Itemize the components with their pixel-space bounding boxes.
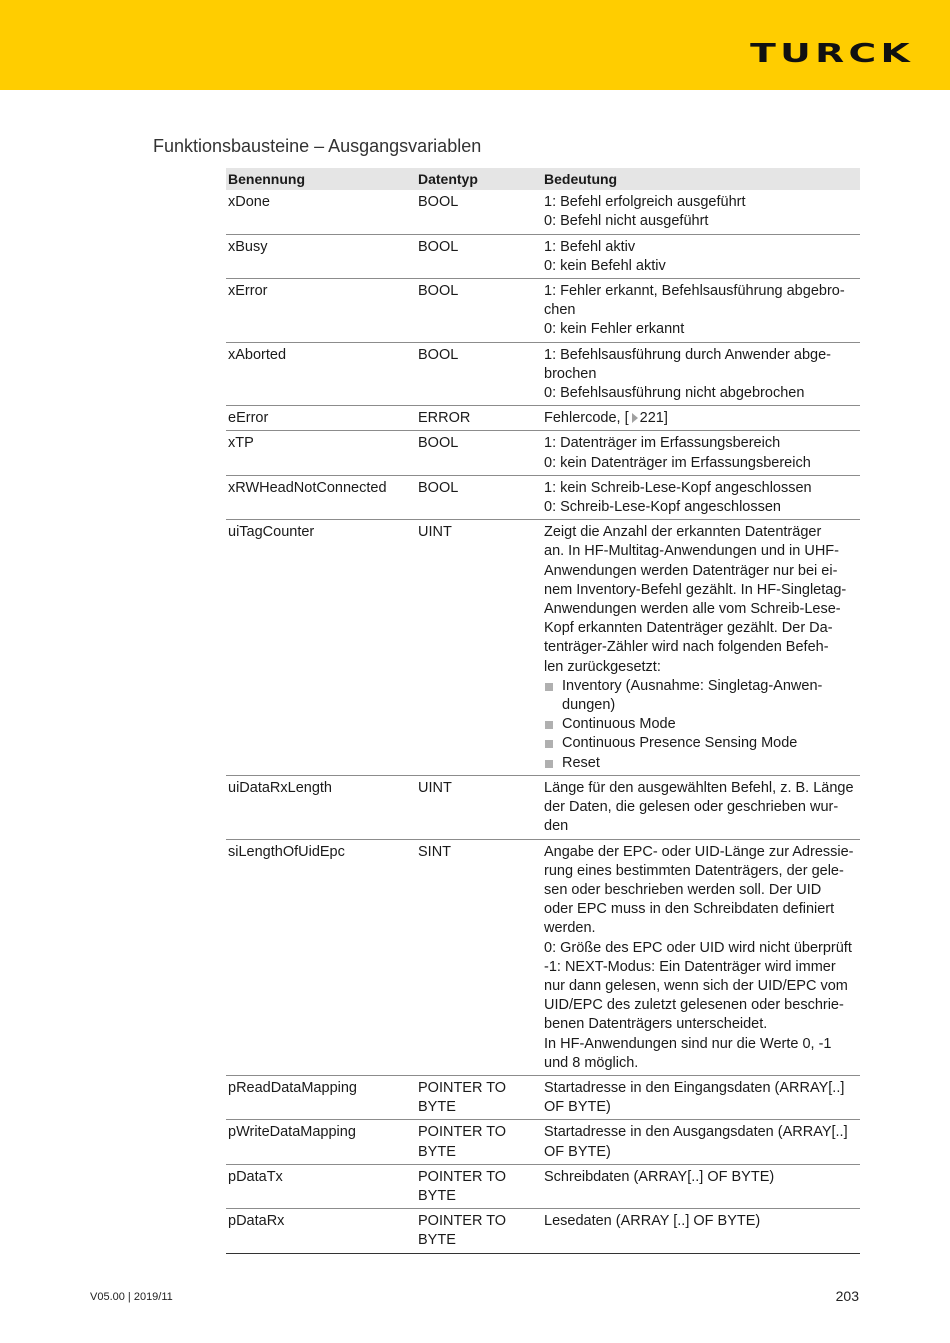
column-header-meaning: Bedeutung bbox=[542, 168, 860, 190]
output-variables-table bbox=[226, 168, 860, 1254]
table-row bbox=[226, 1164, 860, 1208]
meaning-line: an. In HF-Multitag-Anwendungen und in UHF- bbox=[544, 543, 839, 560]
table-row bbox=[226, 839, 860, 1075]
variable-name: xRWHeadNotConnected bbox=[226, 475, 416, 519]
meaning bbox=[542, 475, 860, 519]
meaning bbox=[542, 1075, 860, 1119]
meaning bbox=[542, 342, 860, 406]
variable-name: siLengthOfUidEpc bbox=[226, 839, 416, 1075]
table-row bbox=[226, 190, 860, 234]
column-header-name: Benennung bbox=[226, 168, 416, 190]
bullet-line: dungen) bbox=[562, 697, 616, 714]
meaning-line: und 8 möglich. bbox=[544, 1054, 639, 1071]
meaning-line: nem Inventory-Befehl gezählt. In HF-Singletag- bbox=[544, 581, 847, 598]
meaning-line: 0: Befehlsausführung nicht abgebrochen bbox=[544, 385, 805, 402]
table-row bbox=[226, 431, 860, 475]
meaning-line: sen oder beschrieben werden soll. Der UID bbox=[544, 881, 822, 898]
table-row bbox=[226, 1209, 860, 1253]
bullet-item bbox=[544, 734, 858, 753]
bullet-item bbox=[544, 754, 858, 773]
version-info: V05.00 | 2019/11 bbox=[90, 1291, 173, 1303]
data-type: BOOL bbox=[416, 190, 542, 234]
meaning-line: chen bbox=[544, 302, 576, 319]
data-type: BOOL bbox=[416, 279, 542, 343]
meaning bbox=[542, 234, 860, 278]
meaning-text: Fehlercode, [ bbox=[544, 410, 629, 427]
bullet-line: Inventory (Ausnahme: Singletag-Anwen- bbox=[562, 677, 823, 694]
header-band bbox=[0, 0, 950, 90]
data-type: POINTER TO BYTE bbox=[416, 1164, 542, 1208]
bullet-line: Continuous Presence Sensing Mode bbox=[562, 735, 798, 752]
meaning-line: 1: kein Schreib-Lese-Kopf angeschlossen bbox=[544, 479, 812, 496]
table-row bbox=[226, 475, 860, 519]
meaning-line: 0: Schreib-Lese-Kopf angeschlossen bbox=[544, 499, 781, 516]
meaning-line: OF BYTE) bbox=[544, 1099, 611, 1116]
meaning-line: 0: kein Datenträger im Erfassungsbereich bbox=[544, 454, 811, 471]
square-bullet-icon bbox=[544, 677, 562, 715]
meaning bbox=[542, 1120, 860, 1164]
meaning-line: benen Datenträgers unterscheidet. bbox=[544, 1016, 768, 1033]
square-bullet-icon bbox=[544, 754, 562, 773]
data-type: ERROR bbox=[416, 406, 542, 431]
data-type: BOOL bbox=[416, 342, 542, 406]
meaning-line: Anwendungen werden alle vom Schreib-Lese- bbox=[544, 601, 841, 618]
table-header-row bbox=[226, 168, 860, 190]
bullet-text bbox=[562, 715, 676, 734]
meaning-line: tenträger-Zähler wird nach folgenden Befeh- bbox=[544, 639, 829, 656]
meaning-line: -1: NEXT-Modus: Ein Datenträger wird immer bbox=[544, 958, 836, 975]
page-number: 203 bbox=[835, 1288, 859, 1304]
meaning bbox=[542, 279, 860, 343]
meaning-line: der Daten, die gelesen oder geschrieben wur- bbox=[544, 799, 839, 816]
meaning-line: werden. bbox=[544, 920, 596, 937]
variable-name: eError bbox=[226, 406, 416, 431]
data-type: UINT bbox=[416, 775, 542, 839]
table-row bbox=[226, 342, 860, 406]
bullet-text bbox=[562, 677, 822, 715]
variable-name: xBusy bbox=[226, 234, 416, 278]
meaning bbox=[542, 406, 860, 431]
variable-name: xAborted bbox=[226, 342, 416, 406]
meaning-line: In HF-Anwendungen sind nur die Werte 0, -1 bbox=[544, 1035, 832, 1052]
bullet-item bbox=[544, 677, 858, 715]
meaning-line: Schreibdaten (ARRAY[..] OF BYTE) bbox=[544, 1168, 775, 1185]
meaning-line: UID/EPC des zuletzt gelesenen oder beschrie- bbox=[544, 997, 844, 1014]
variable-name: xTP bbox=[226, 431, 416, 475]
bullet-text bbox=[562, 754, 600, 773]
bullet-line: Reset bbox=[562, 754, 600, 771]
data-type: BOOL bbox=[416, 234, 542, 278]
variable-name: pDataRx bbox=[226, 1209, 416, 1253]
meaning-line: 1: Fehler erkannt, Befehlsausführung abgebro- bbox=[544, 283, 845, 300]
meaning-line: rung eines bestimmten Datenträgers, der gele- bbox=[544, 862, 844, 879]
data-type: BOOL bbox=[416, 431, 542, 475]
meaning-line: Länge für den ausgewählten Befehl, z. B. Länge bbox=[544, 779, 854, 796]
meaning bbox=[542, 839, 860, 1075]
table-row bbox=[226, 520, 860, 776]
meaning-line: Angabe der EPC- oder UID-Länge zur Adressie- bbox=[544, 843, 854, 860]
table-row bbox=[226, 279, 860, 343]
variable-name: pWriteDataMapping bbox=[226, 1120, 416, 1164]
meaning-line: 0: kein Fehler erkannt bbox=[544, 321, 685, 338]
square-bullet-icon bbox=[544, 715, 562, 734]
meaning-line: OF BYTE) bbox=[544, 1143, 611, 1160]
table-row bbox=[226, 234, 860, 278]
variable-name: pDataTx bbox=[226, 1164, 416, 1208]
bullet-line: Continuous Mode bbox=[562, 716, 676, 733]
meaning-line: 1: Befehlsausführung durch Anwender abge- bbox=[544, 346, 831, 363]
meaning-line: 1: Befehl erfolgreich ausgeführt bbox=[544, 194, 746, 211]
meaning-line: brochen bbox=[544, 365, 597, 382]
meaning bbox=[542, 1164, 860, 1208]
section-title: Funktionsbausteine – Ausgangsvariablen bbox=[153, 136, 482, 156]
variable-name: xDone bbox=[226, 190, 416, 234]
meaning bbox=[542, 520, 860, 776]
bullet-item bbox=[544, 715, 858, 734]
bullet-text bbox=[562, 734, 797, 753]
meaning-line: 0: kein Befehl aktiv bbox=[544, 257, 666, 274]
table-row bbox=[226, 775, 860, 839]
meaning-line: Startadresse in den Eingangsdaten (ARRAY[..] bbox=[544, 1079, 845, 1096]
meaning-line: Lesedaten (ARRAY [..] OF BYTE) bbox=[544, 1213, 761, 1230]
meaning-line: Zeigt die Anzahl der erkannten Datenträger bbox=[544, 524, 822, 541]
data-type: BOOL bbox=[416, 475, 542, 519]
table-row bbox=[226, 406, 860, 431]
meaning-line: 1: Datenträger im Erfassungsbereich bbox=[544, 435, 781, 452]
page-reference-arrow-icon bbox=[632, 413, 638, 423]
variable-name: uiTagCounter bbox=[226, 520, 416, 776]
meaning-line: den bbox=[544, 818, 569, 835]
column-header-type: Datentyp bbox=[416, 168, 542, 190]
variable-name: uiDataRxLength bbox=[226, 775, 416, 839]
variable-name: pReadDataMapping bbox=[226, 1075, 416, 1119]
meaning-line: 0: Größe des EPC oder UID wird nicht überprüft bbox=[544, 939, 852, 956]
meaning-line: Startadresse in den Ausgangsdaten (ARRAY[..] bbox=[544, 1124, 848, 1141]
meaning-line: Anwendungen werden Datenträger nur bei ei- bbox=[544, 562, 838, 579]
meaning bbox=[542, 1209, 860, 1253]
meaning-line: Kopf erkannten Datenträger gezählt. Der Da- bbox=[544, 620, 833, 637]
page-reference-link[interactable]: 221] bbox=[639, 410, 668, 427]
data-type: POINTER TO BYTE bbox=[416, 1209, 542, 1253]
meaning bbox=[542, 431, 860, 475]
table-row bbox=[226, 1075, 860, 1119]
data-type: SINT bbox=[416, 839, 542, 1075]
meaning-line: 1: Befehl aktiv bbox=[544, 238, 636, 255]
meaning bbox=[542, 775, 860, 839]
meaning bbox=[542, 190, 860, 234]
brand-logo: TURCK bbox=[749, 39, 914, 69]
data-type: UINT bbox=[416, 520, 542, 776]
meaning-line: oder EPC muss in den Schreibdaten definiert bbox=[544, 901, 835, 918]
variable-name: xError bbox=[226, 279, 416, 343]
square-bullet-icon bbox=[544, 734, 562, 753]
table-row bbox=[226, 1120, 860, 1164]
data-type: POINTER TO BYTE bbox=[416, 1120, 542, 1164]
data-type: POINTER TO BYTE bbox=[416, 1075, 542, 1119]
meaning-line: 0: Befehl nicht ausgeführt bbox=[544, 213, 709, 230]
meaning-line: len zurückgesetzt: bbox=[544, 658, 661, 675]
meaning-line: nur dann gelesen, wenn sich der UID/EPC vom bbox=[544, 977, 848, 994]
